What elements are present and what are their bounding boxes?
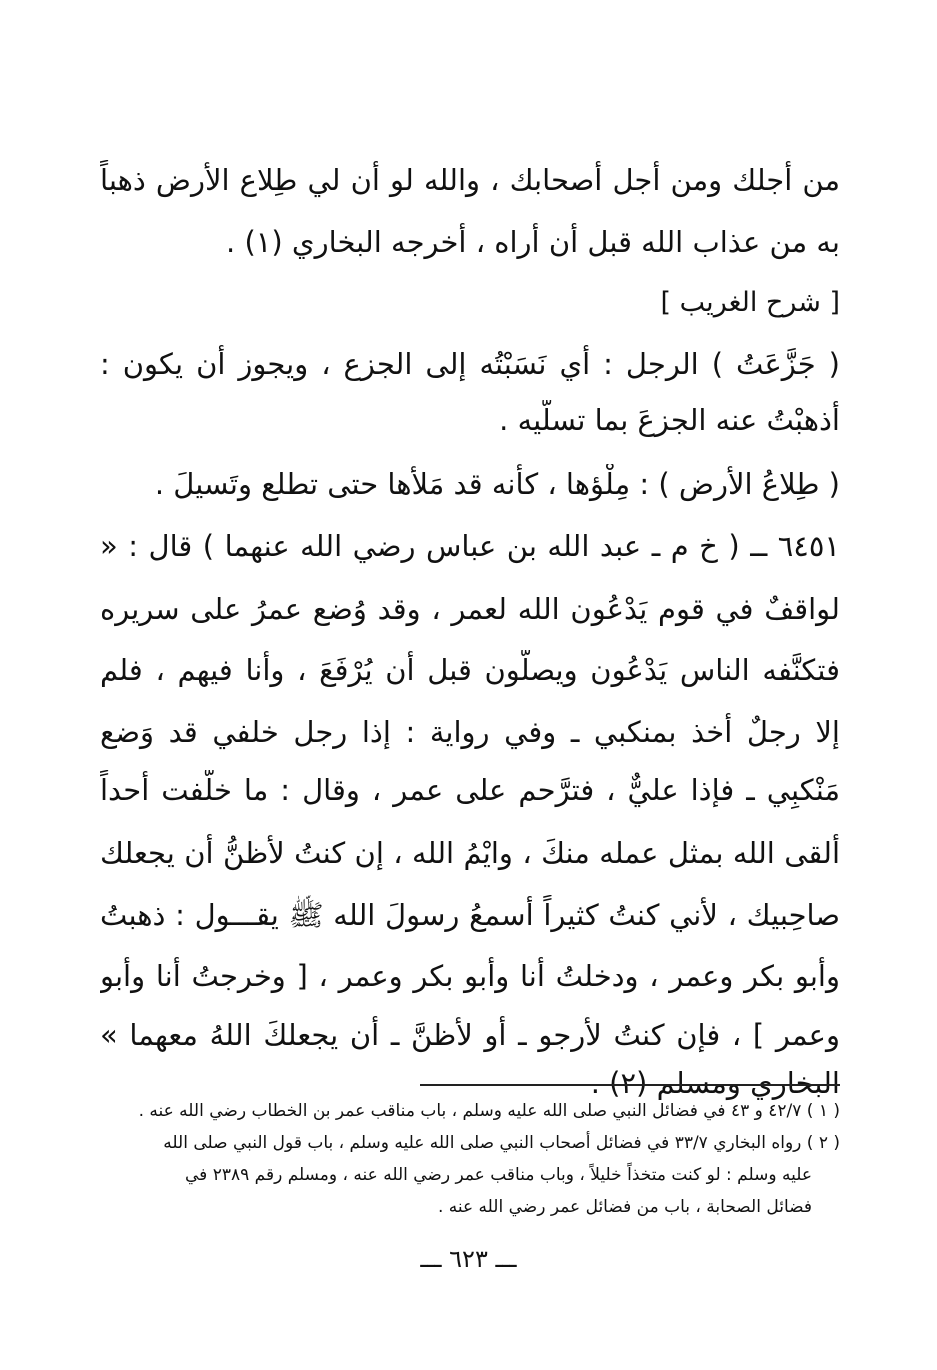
text-line: ألقى الله بمثل عمله منكَ ، وايْمُ الله ، إن كنتُ لأظنُّ أن يجعلك — [100, 836, 840, 870]
text-line: وعمر ] ، فإن كنتُ لأرجو ـ أو لأظنَّ ـ أن يجعلكَ اللهُ معهما » — [100, 1018, 840, 1052]
text-line: من أجلك ومن أجل أصحابك ، والله لو أن لي طِلاع الأرض ذهباً — [100, 163, 840, 197]
text-line: البخاري ومسلم (٢) . — [590, 1066, 840, 1100]
text-line: صاحِبيك ، لأني كنتُ كثيراً أسمعُ رسولَ الله ﷺ يقـــول : ذهبتُ — [100, 898, 840, 932]
text-line: إلا رجلٌ أخذ بمنكبي ـ وفي رواية : إذا رجل خلفي قد وَضع — [100, 715, 840, 749]
text-line: فتكنَّفه الناس يَدْعُون ويصلُّون قبل أن يُرْفَعَ ، وأنا فيهم ، فلم — [100, 653, 840, 687]
text-line: وأبو بكر وعمر ، ودخلتُ أنا وأبو بكر وعمر ، [ وخرجتُ أنا وأبو — [100, 959, 840, 993]
text-line: مَنْكبِي ـ فإذا عليٌّ ، فترَّحم على عمر ، وقال : ما خلَّفت أحداً — [100, 773, 840, 807]
footnote-line: ( ٢ ) رواه البخاري ٣٣/٧ في فضائل أصحاب النبي صلى الله عليه وسلم ، باب قول النبي صلى الله — [163, 1133, 840, 1153]
page-number: ـــ ٦٢٣ ـــ — [420, 1245, 517, 1273]
text-line: ( طِلاعُ الأرض ) : مِلْؤها ، كأنه قد مَلأها حتى تطلع وتَسيلَ . — [154, 467, 840, 501]
footnote-line: ( ١ ) ٤٢/٧ و ٤٣ في فضائل النبي صلى الله عليه وسلم ، باب مناقب عمر بن الخطاب رضي الله عنه . — [138, 1101, 840, 1121]
text-line: ( جَزَّعَتُ ) الرجل : أي نَسَبْتُه إلى الجزع ، ويجوز أن يكون : — [100, 347, 840, 381]
footnote-divider — [420, 1084, 840, 1086]
text-line: لواقفٌ في قوم يَدْعُون الله لعمر ، وقد وُضع عمرُ على سريره — [100, 592, 840, 626]
hadith-heading-line: ٦٤٥١ ــ ( خ م ـ عبد الله بن عباس رضي الله عنهما ) قال : « — [100, 529, 840, 563]
footnote-line: عليه وسلم : لو كنت متخذاً خليلاً ، وباب مناقب عمر رضي الله عنه ، ومسلم رقم ٢٣٨٩ في — [185, 1165, 812, 1185]
section-heading: [ شرح الغريب ] — [660, 287, 840, 318]
footnote-line: فضائل الصحابة ، باب من فضائل عمر رضي الله عنه . — [437, 1197, 812, 1217]
text-line: أذهبْتُ عنه الجزعَ بما تسلّيه . — [499, 403, 840, 437]
text-line: به من عذاب الله قبل أن أراه ، أخرجه البخاري (١) . — [226, 225, 840, 259]
